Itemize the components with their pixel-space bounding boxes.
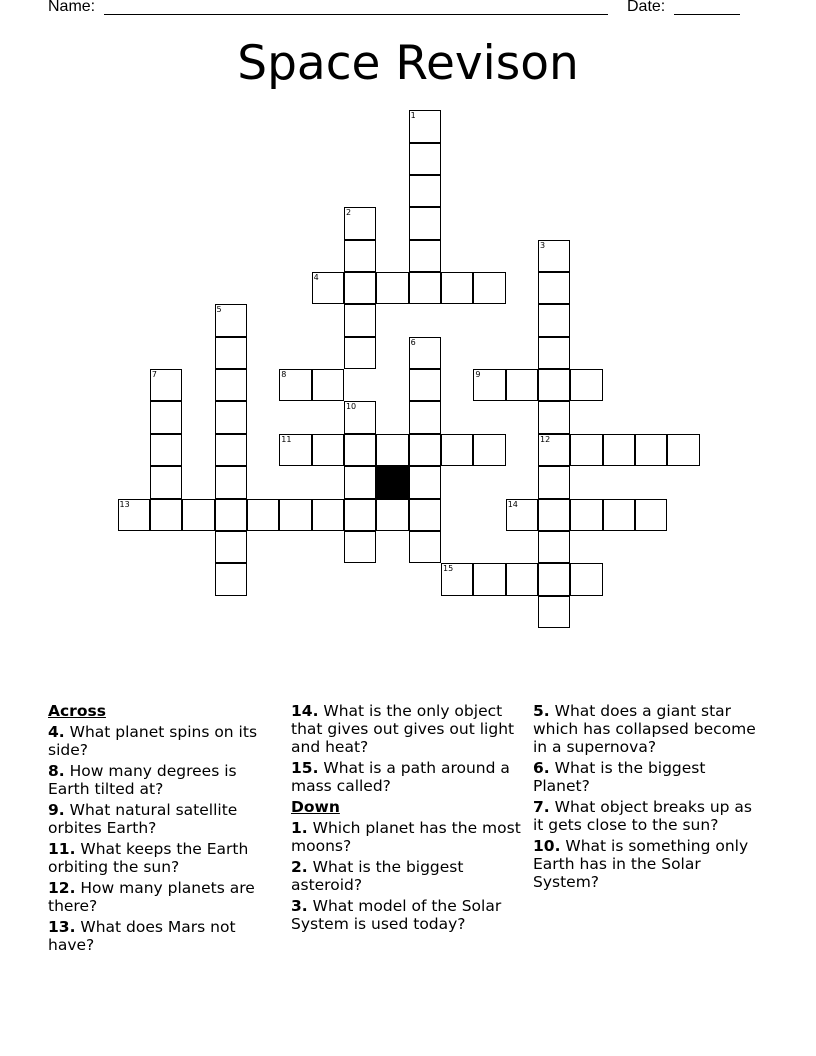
clue-number-label: 9. <box>48 801 65 819</box>
crossword-cell[interactable] <box>538 434 570 466</box>
crossword-cell[interactable] <box>538 304 570 336</box>
crossword-cell[interactable] <box>538 337 570 369</box>
clue-item <box>533 702 765 756</box>
crossword-cell[interactable] <box>473 369 505 401</box>
clue-item <box>48 879 280 915</box>
page-title: Space Revison <box>237 36 579 91</box>
crossword-cell[interactable] <box>635 434 667 466</box>
clue-text: What planet spins on its side? <box>48 723 258 759</box>
crossword-cell[interactable] <box>150 401 182 433</box>
clue-number: 8 <box>281 370 287 380</box>
crossword-cell[interactable] <box>409 240 441 272</box>
crossword-cell[interactable] <box>344 304 376 336</box>
crossword-cell[interactable] <box>667 434 699 466</box>
crossword-cell[interactable] <box>409 531 441 563</box>
clue-item <box>291 897 523 933</box>
crossword-cell[interactable] <box>344 401 376 433</box>
clue-number-label: 3. <box>291 897 308 915</box>
clue-item <box>291 819 523 855</box>
crossword-cell[interactable] <box>538 272 570 304</box>
crossword-cell[interactable] <box>409 499 441 531</box>
down-clue-list <box>291 819 523 933</box>
crossword-cell[interactable] <box>279 499 311 531</box>
clue-number-label: 4. <box>48 723 65 741</box>
clue-text: What does a giant star which has collapsed become in a supernova? <box>533 702 756 756</box>
crossword-cell[interactable] <box>570 369 602 401</box>
crossword-cell[interactable] <box>409 434 441 466</box>
crossword-cell[interactable] <box>376 499 408 531</box>
clue-item <box>533 759 765 795</box>
clue-column-2 <box>291 702 523 936</box>
crossword-cell[interactable] <box>150 466 182 498</box>
crossword-cell[interactable] <box>344 466 376 498</box>
clue-number-label: 15. <box>291 759 319 777</box>
crossword-cell[interactable] <box>538 401 570 433</box>
crossword-cell[interactable] <box>344 337 376 369</box>
clue-item <box>533 798 765 834</box>
clue-text: What is the only object that gives out gives out light and heat? <box>291 702 515 756</box>
clue-number-label: 8. <box>48 762 65 780</box>
crossword-cell[interactable] <box>215 401 247 433</box>
crossword-cell[interactable] <box>344 207 376 239</box>
clue-item <box>48 801 280 837</box>
clue-number: 9 <box>475 370 481 380</box>
clue-text: What model of the Solar System is used today? <box>291 897 502 933</box>
clue-text: What is something only Earth has in the Solar System? <box>533 837 749 891</box>
clue-item <box>291 858 523 894</box>
crossword-cell[interactable] <box>441 272 473 304</box>
crossword-cell[interactable] <box>409 272 441 304</box>
crossword-cell[interactable] <box>344 240 376 272</box>
crossword-cell[interactable] <box>215 304 247 336</box>
crossword-cell[interactable] <box>344 434 376 466</box>
crossword-cell[interactable] <box>312 434 344 466</box>
crossword-cell[interactable] <box>409 110 441 142</box>
clue-text: How many degrees is Earth tilted at? <box>48 762 237 798</box>
crossword-cell[interactable] <box>247 499 279 531</box>
crossword-cell[interactable] <box>279 369 311 401</box>
crossword-cell[interactable] <box>409 143 441 175</box>
black-cell <box>376 466 408 498</box>
crossword-cell[interactable] <box>279 434 311 466</box>
crossword-cell[interactable] <box>506 499 538 531</box>
clue-number: 11 <box>281 434 292 444</box>
clue-text: What keeps the Earth orbiting the sun? <box>48 840 249 876</box>
crossword-cell[interactable] <box>344 531 376 563</box>
crossword-cell[interactable] <box>118 499 150 531</box>
crossword-cell[interactable] <box>344 272 376 304</box>
clue-number: 6 <box>410 337 416 347</box>
crossword-cell[interactable] <box>538 369 570 401</box>
clue-number-label: 6. <box>533 759 550 777</box>
crossword-cell[interactable] <box>473 272 505 304</box>
clue-text: Which planet has the most moons? <box>291 819 521 855</box>
clue-number: 2 <box>345 208 352 218</box>
clue-number-label: 12. <box>48 879 76 897</box>
crossword-cell[interactable] <box>215 499 247 531</box>
crossword-cell[interactable] <box>182 499 214 531</box>
crossword-cell[interactable] <box>441 434 473 466</box>
crossword-cell[interactable] <box>538 563 570 595</box>
clue-number-label: 1. <box>291 819 308 837</box>
clue-number: 3 <box>540 240 546 250</box>
crossword-cell[interactable] <box>538 240 570 272</box>
date-label: Date: <box>627 0 666 15</box>
crossword-cell[interactable] <box>312 499 344 531</box>
clue-number-label: 10. <box>533 837 561 855</box>
crossword-cell[interactable] <box>215 531 247 563</box>
crossword-cell[interactable] <box>215 369 247 401</box>
crossword-cell[interactable] <box>150 434 182 466</box>
crossword-cell[interactable] <box>441 563 473 595</box>
crossword-cell[interactable] <box>215 434 247 466</box>
clue-number-label: 11. <box>48 840 76 858</box>
clue-item <box>48 840 280 876</box>
crossword-cell[interactable] <box>409 369 441 401</box>
clue-number-label: 5. <box>533 702 550 720</box>
crossword-cell[interactable] <box>409 466 441 498</box>
clue-number: 12 <box>540 434 551 444</box>
clue-number: 4 <box>313 273 319 283</box>
clue-text: What does Mars not have? <box>48 918 236 954</box>
crossword-cell[interactable] <box>570 563 602 595</box>
crossword-cell[interactable] <box>312 272 344 304</box>
across-heading: Across <box>48 702 106 720</box>
crossword-cell[interactable] <box>150 369 182 401</box>
clue-text: What is the biggest Planet? <box>533 759 706 795</box>
clue-number-label: 14. <box>291 702 319 720</box>
clue-number-label: 2. <box>291 858 308 876</box>
crossword-cell[interactable] <box>312 369 344 401</box>
clue-column-3 <box>533 702 765 894</box>
clue-item <box>533 837 765 891</box>
clue-text: How many planets are there? <box>48 879 255 915</box>
clue-number: 5 <box>216 305 222 315</box>
clue-number: 10 <box>345 402 357 412</box>
crossword-cell[interactable] <box>409 175 441 207</box>
crossword-cell[interactable] <box>570 499 602 531</box>
crossword-cell[interactable] <box>215 466 247 498</box>
clue-text: What is the biggest asteroid? <box>291 858 464 894</box>
crossword-cell[interactable] <box>215 563 247 595</box>
crossword-cell[interactable] <box>215 337 247 369</box>
clue-item <box>48 918 280 954</box>
down-clue-list-continued <box>533 702 765 891</box>
crossword-cell[interactable] <box>376 434 408 466</box>
crossword-cell[interactable] <box>473 434 505 466</box>
clue-text: What natural satellite orbites Earth? <box>48 801 238 837</box>
crossword-cell[interactable] <box>538 531 570 563</box>
crossword-cell[interactable] <box>150 499 182 531</box>
crossword-cell[interactable] <box>409 207 441 239</box>
crossword-cell[interactable] <box>344 499 376 531</box>
crossword-cell[interactable] <box>570 434 602 466</box>
down-heading: Down <box>291 798 340 816</box>
clue-column-1 <box>48 702 280 957</box>
crossword-cell[interactable] <box>635 499 667 531</box>
clue-number: 14 <box>507 499 518 509</box>
crossword-cell[interactable] <box>538 499 570 531</box>
clue-text: What object breaks up as it gets close to the sun? <box>533 798 753 834</box>
clue-number-label: 13. <box>48 918 76 936</box>
clue-number: 7 <box>151 370 157 380</box>
clue-item <box>291 702 523 756</box>
crossword-cell[interactable] <box>506 563 538 595</box>
crossword-cell[interactable] <box>409 337 441 369</box>
clue-number: 13 <box>119 499 130 509</box>
crossword-cell[interactable] <box>376 272 408 304</box>
across-clue-list <box>48 723 280 954</box>
crossword-cell[interactable] <box>409 401 441 433</box>
crossword-cell[interactable] <box>603 434 635 466</box>
clue-item <box>48 762 280 798</box>
crossword-cell[interactable] <box>538 596 570 628</box>
clue-item <box>291 759 523 795</box>
crossword-cell[interactable] <box>538 466 570 498</box>
crossword-cell[interactable] <box>603 499 635 531</box>
crossword-cell[interactable] <box>506 369 538 401</box>
clue-number: 1 <box>410 111 416 121</box>
name-label: Name: <box>48 0 96 15</box>
across-clue-list-continued <box>291 702 523 795</box>
clue-number: 15 <box>443 564 454 574</box>
clue-number-label: 7. <box>533 798 550 816</box>
clue-item <box>48 723 280 759</box>
crossword-cell[interactable] <box>473 563 505 595</box>
clue-text: What is a path around a mass called? <box>291 759 510 795</box>
